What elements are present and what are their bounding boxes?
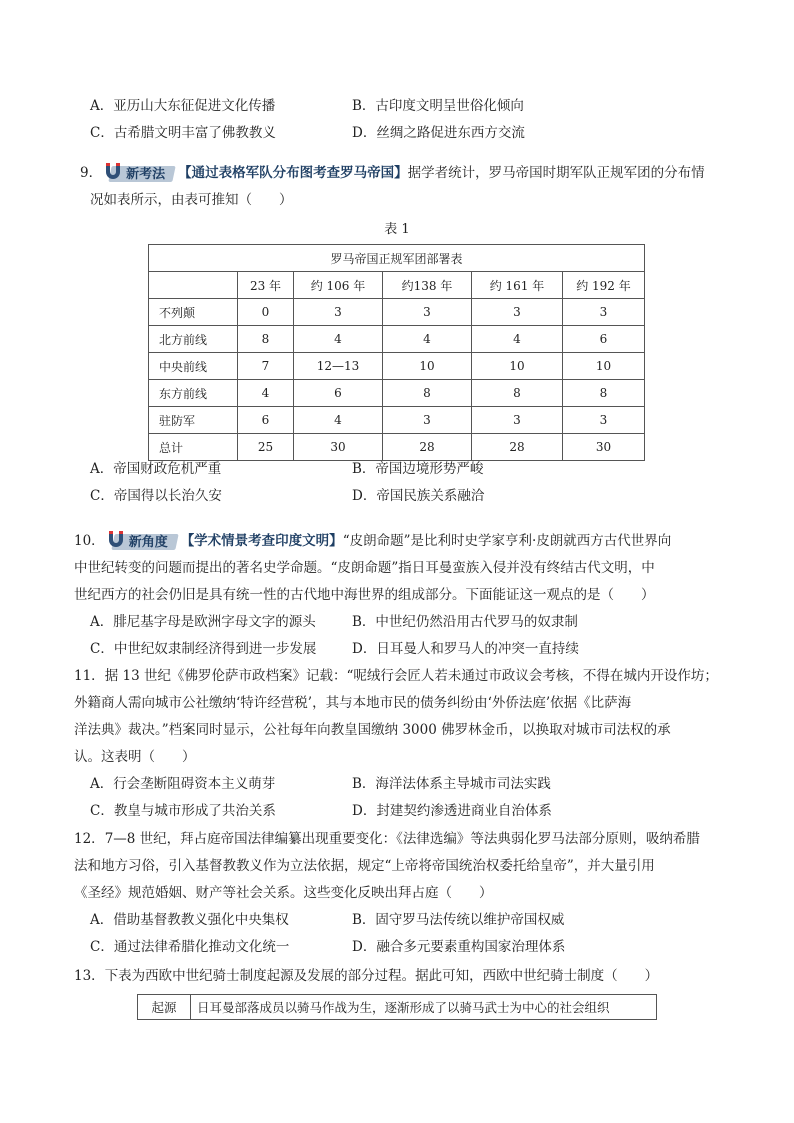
q10-stem-line1 xyxy=(74,531,671,552)
q12-stem-text: 7—8 世纪，拜占庭帝国法律编纂出现重要变化：《法律选编》等法典弱化罗马法部分原则，吸纳希腊 xyxy=(104,831,700,847)
q12-stem-line3: 《圣经》规范婚姻、财产等社会关系。这些变化反映出拜占庭（ ） xyxy=(74,885,493,901)
q11-option-d: D．封建契约渗透进商业自治体系 xyxy=(352,803,552,819)
table-cell: 28 xyxy=(383,434,472,461)
row-label: 中央前线 xyxy=(149,353,238,380)
q13-number: 13． xyxy=(74,968,105,984)
row-label: 起源 xyxy=(138,995,191,1020)
q10-option-d: D．日耳曼人和罗马人的冲突一直持续 xyxy=(352,641,579,657)
table-header-row xyxy=(149,272,645,299)
table-row xyxy=(149,407,645,434)
table-cell: 3 xyxy=(472,299,563,326)
q8-option-d: D．丝绸之路促进东西方交流 xyxy=(352,125,525,141)
table-cell: 4 xyxy=(294,326,383,353)
table-cell: 3 xyxy=(383,407,472,434)
table-cell: 4 xyxy=(294,407,383,434)
table-cell: 8 xyxy=(383,380,472,407)
table-cell: 6 xyxy=(238,407,294,434)
table-cell: 10 xyxy=(383,353,472,380)
table-row xyxy=(149,299,645,326)
table-row xyxy=(138,995,657,1020)
table-row xyxy=(149,353,645,380)
q10-stem-line3: 世纪西方的社会仍旧是具有统一性的古代地中海世界的组成部分。下面能证这一观点的是（ ） xyxy=(74,587,655,603)
q11-number: 11． xyxy=(74,668,105,684)
row-label: 东方前线 xyxy=(149,380,238,407)
table-cell: 3 xyxy=(294,299,383,326)
q9-number: 9． xyxy=(80,165,103,181)
q12-stem-line1 xyxy=(74,829,700,849)
table-cell: 25 xyxy=(238,434,294,461)
q10-option-a: A．腓尼基字母是欧洲字母文字的源头 xyxy=(90,614,316,630)
table-cell: 8 xyxy=(238,326,294,353)
table-header-year: 约138 年 xyxy=(383,272,472,299)
row-label: 不列颠 xyxy=(149,299,238,326)
table-cell: 8 xyxy=(472,380,563,407)
badge-label: 新考法 xyxy=(126,166,166,182)
horseshoe-magnet-icon xyxy=(105,528,127,550)
table-cell: 3 xyxy=(383,299,472,326)
q10-topic-tag: 【学术情景考查印度文明】 xyxy=(180,533,343,549)
q11-stem-line3: 洋法典》裁决。”档案同时显示，公社每年向教皇国缴纳 3000 佛罗林金币，以换取对城市司法权的承 xyxy=(74,722,671,738)
q9-option-b: B．帝国边境形势严峻 xyxy=(352,461,484,477)
q10-option-b: B．中世纪仍然沿用古代罗马的奴隶制 xyxy=(352,614,578,630)
table-row xyxy=(149,434,645,461)
q8-option-b: B．古印度文明呈世俗化倾向 xyxy=(352,98,524,114)
table-cell: 10 xyxy=(472,353,563,380)
q12-option-b: B．固守罗马法传统以维护帝国权威 xyxy=(352,912,565,928)
table-cell: 7 xyxy=(238,353,294,380)
knight-system-table xyxy=(137,994,657,1020)
table-header-year: 约 161 年 xyxy=(472,272,563,299)
table-cell: 10 xyxy=(563,353,645,380)
q11-option-a: A．行会垄断阻碍资本主义萌芽 xyxy=(90,776,276,792)
q12-number: 12． xyxy=(74,831,105,847)
table-cell: 30 xyxy=(294,434,383,461)
q9-stem-text: 据学者统计，罗马帝国时期军队正规军团的分布情 xyxy=(407,165,705,181)
table-cell: 6 xyxy=(563,326,645,353)
q11-stem-line2: 外籍商人需向城市公社缴纳‘特许经营税’，其与本地市民的债务纠纷由‘外侨法庭’依据《比萨海 xyxy=(74,695,632,711)
q9-topic-tag: 【通过表格军队分布图考查罗马帝国】 xyxy=(178,165,408,181)
horseshoe-magnet-icon xyxy=(102,160,124,182)
q13-stem-line1 xyxy=(74,966,658,986)
table-cell: 3 xyxy=(563,407,645,434)
q8-option-c: C．古希腊文明丰富了佛教教义 xyxy=(90,125,276,141)
q9-option-a: A．帝国财政危机严重 xyxy=(90,461,222,477)
table-cell: 30 xyxy=(563,434,645,461)
table-row xyxy=(149,326,645,353)
row-label: 驻防军 xyxy=(149,407,238,434)
q9-table-caption: 表 1 xyxy=(384,222,410,237)
badge-label: 新角度 xyxy=(128,534,168,550)
q9-option-d: D．帝国民族关系融洽 xyxy=(352,488,485,504)
q10-stem-line2: 中世纪转变的问题而提出的著名史学命题。“皮朗命题”指日耳曼蛮族入侵并没有终结古代文明，中 xyxy=(74,560,655,576)
table-cell: 28 xyxy=(472,434,563,461)
table-cell: 4 xyxy=(238,380,294,407)
table-header-year: 23 年 xyxy=(238,272,294,299)
q12-option-d: D．融合多元要素重构国家治理体系 xyxy=(352,939,566,955)
table-row xyxy=(149,380,645,407)
q10-number: 10． xyxy=(74,533,105,549)
table-cell: 3 xyxy=(472,407,563,434)
q9-stem-line2: 况如表所示，由表可推知（ ） xyxy=(90,192,293,208)
table-cell: 0 xyxy=(238,299,294,326)
table-cell: 日耳曼部落成员以骑马作战为生，逐渐形成了以骑马武士为中心的社会组织 xyxy=(191,995,657,1020)
table-title: 罗马帝国正规军团部署表 xyxy=(149,245,645,272)
table-header-year: 约 192 年 xyxy=(563,272,645,299)
q13-stem-text: 下表为西欧中世纪骑士制度起源及发展的部分过程。据此可知，西欧中世纪骑士制度（ ） xyxy=(104,968,659,984)
q11-option-b: B．海洋法体系主导城市司法实践 xyxy=(352,776,551,792)
q11-stem-line1 xyxy=(74,666,718,686)
table-cell: 8 xyxy=(563,380,645,407)
q10-stem-text: “皮朗命题”是比利时史学家亨利·皮朗就西方古代世界向 xyxy=(342,533,672,549)
table-title-row xyxy=(149,245,645,272)
q12-option-c: C．通过法律希腊化推动文化统一 xyxy=(90,939,290,955)
table-cell: 6 xyxy=(294,380,383,407)
new-method-badge xyxy=(102,164,176,184)
table-cell: 4 xyxy=(383,326,472,353)
row-label: 北方前线 xyxy=(149,326,238,353)
q11-stem-text: 据 13 世纪《佛罗伦萨市政档案》记载：“呢绒行会匠人若未通过市政议会考核，不得在城内开设作坊； xyxy=(104,668,718,684)
table-header-year: 约 106 年 xyxy=(294,272,383,299)
q9-option-c: C．帝国得以长治久安 xyxy=(90,488,222,504)
q8-option-a: A．亚历山大东征促进文化传播 xyxy=(90,98,276,114)
q11-option-c: C．教皇与城市形成了共治关系 xyxy=(90,803,276,819)
table-header-blank xyxy=(149,272,238,299)
q9-stem-line1 xyxy=(80,163,705,184)
new-angle-badge xyxy=(105,532,179,552)
roman-legion-table xyxy=(148,244,645,461)
table-cell: 4 xyxy=(472,326,563,353)
table-cell: 12—13 xyxy=(294,353,383,380)
q12-option-a: A．借助基督教教义强化中央集权 xyxy=(90,912,289,928)
q10-option-c: C．中世纪奴隶制经济得到进一步发展 xyxy=(90,641,317,657)
row-label: 总计 xyxy=(149,434,238,461)
table-cell: 3 xyxy=(563,299,645,326)
q11-stem-line4: 认。这表明（ ） xyxy=(74,749,196,765)
q12-stem-line2: 法和地方习俗，引入基督教教义作为立法依据，规定“上帝将帝国统治权委托给皇帝”，并大量引用 xyxy=(74,858,655,874)
